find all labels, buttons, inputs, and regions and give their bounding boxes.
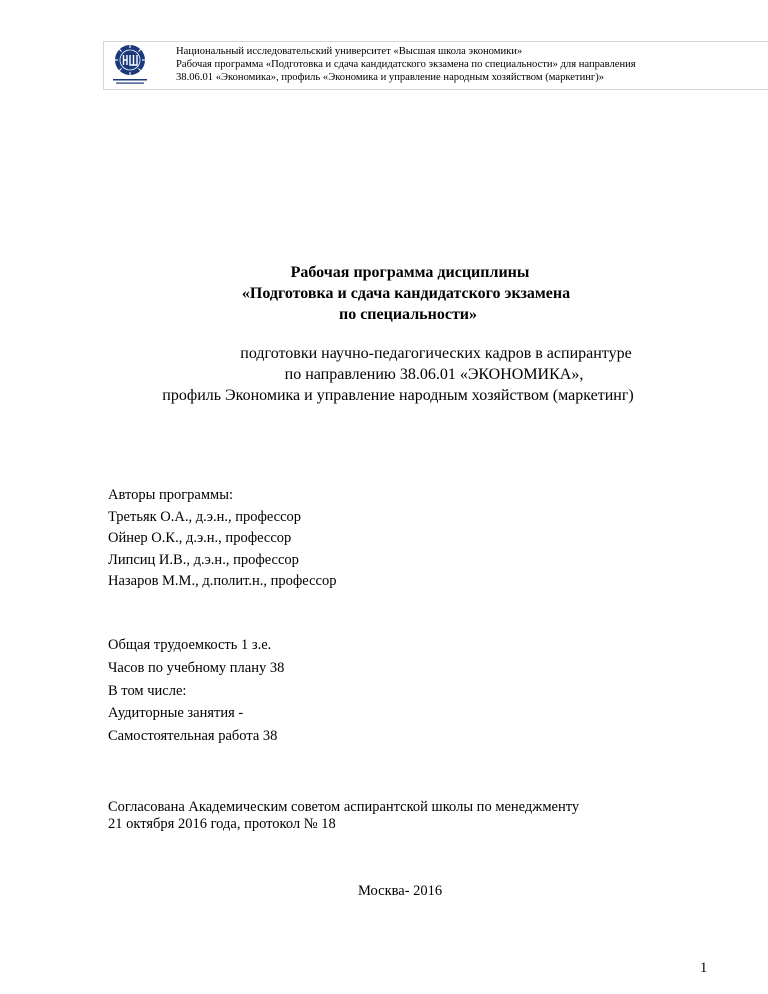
workload-total: Общая трудоемкость 1 з.е.: [108, 637, 272, 653]
author-item: Липсиц И.В., д.э.н., профессор: [108, 551, 299, 568]
workload-hours: Часов по учебному плану 38: [108, 659, 285, 676]
workload-independent: Самостоятельная работа 38: [108, 728, 278, 745]
subtitle-line-3: профиль Экономика и управление народным хозяйством (маркетинг): [162, 387, 634, 404]
author-item: Назаров М.М., д.полит.н., профессор: [108, 573, 337, 589]
page-header: [176, 45, 636, 84]
approval-line-2: 21 октября 2016 года, протокол № 18: [108, 815, 336, 832]
title-line-2: «Подготовка и сдача кандидатского экзамена: [241, 285, 571, 302]
title-line-3: по специальности»: [338, 306, 478, 323]
workload-section: [108, 634, 284, 748]
workload-classroom: Аудиторные занятия -: [108, 705, 244, 722]
workload-including: В том числе:: [108, 682, 187, 699]
author-item: Третьяк О.А., д.э.н., профессор: [108, 508, 302, 525]
hse-logo-icon: [107, 43, 153, 87]
authors-section: [108, 485, 336, 593]
header-profile: 38.06.01 «Экономика», профиль «Экономика и управление народным хозяйством (маркетинг)»: [176, 72, 605, 83]
document-title: [0, 262, 768, 325]
header-university: Национальный исследовательский университет «Высшая школа экономики»: [176, 46, 523, 57]
approval-line-1: Согласована Академическим советом аспирантской школы по менеджменту: [108, 799, 580, 815]
page-number: 1: [700, 960, 708, 976]
title-line-1: Рабочая программа дисциплины: [290, 264, 530, 281]
document-subtitle: [0, 343, 768, 406]
header-program: Рабочая программа «Подготовка и сдача кандидатского экзамена по специальности» для направления: [176, 59, 636, 70]
authors-heading: Авторы программы:: [108, 487, 233, 503]
author-item: Ойнер О.К., д.э.н., профессор: [108, 530, 292, 546]
subtitle-line-1: подготовки научно-педагогических кадров в аспирантуре: [240, 345, 632, 362]
approval-section: [108, 799, 579, 832]
subtitle-line-2: по направлению 38.06.01 «ЭКОНОМИКА»,: [284, 366, 584, 383]
city-year: Москва- 2016: [358, 883, 443, 899]
